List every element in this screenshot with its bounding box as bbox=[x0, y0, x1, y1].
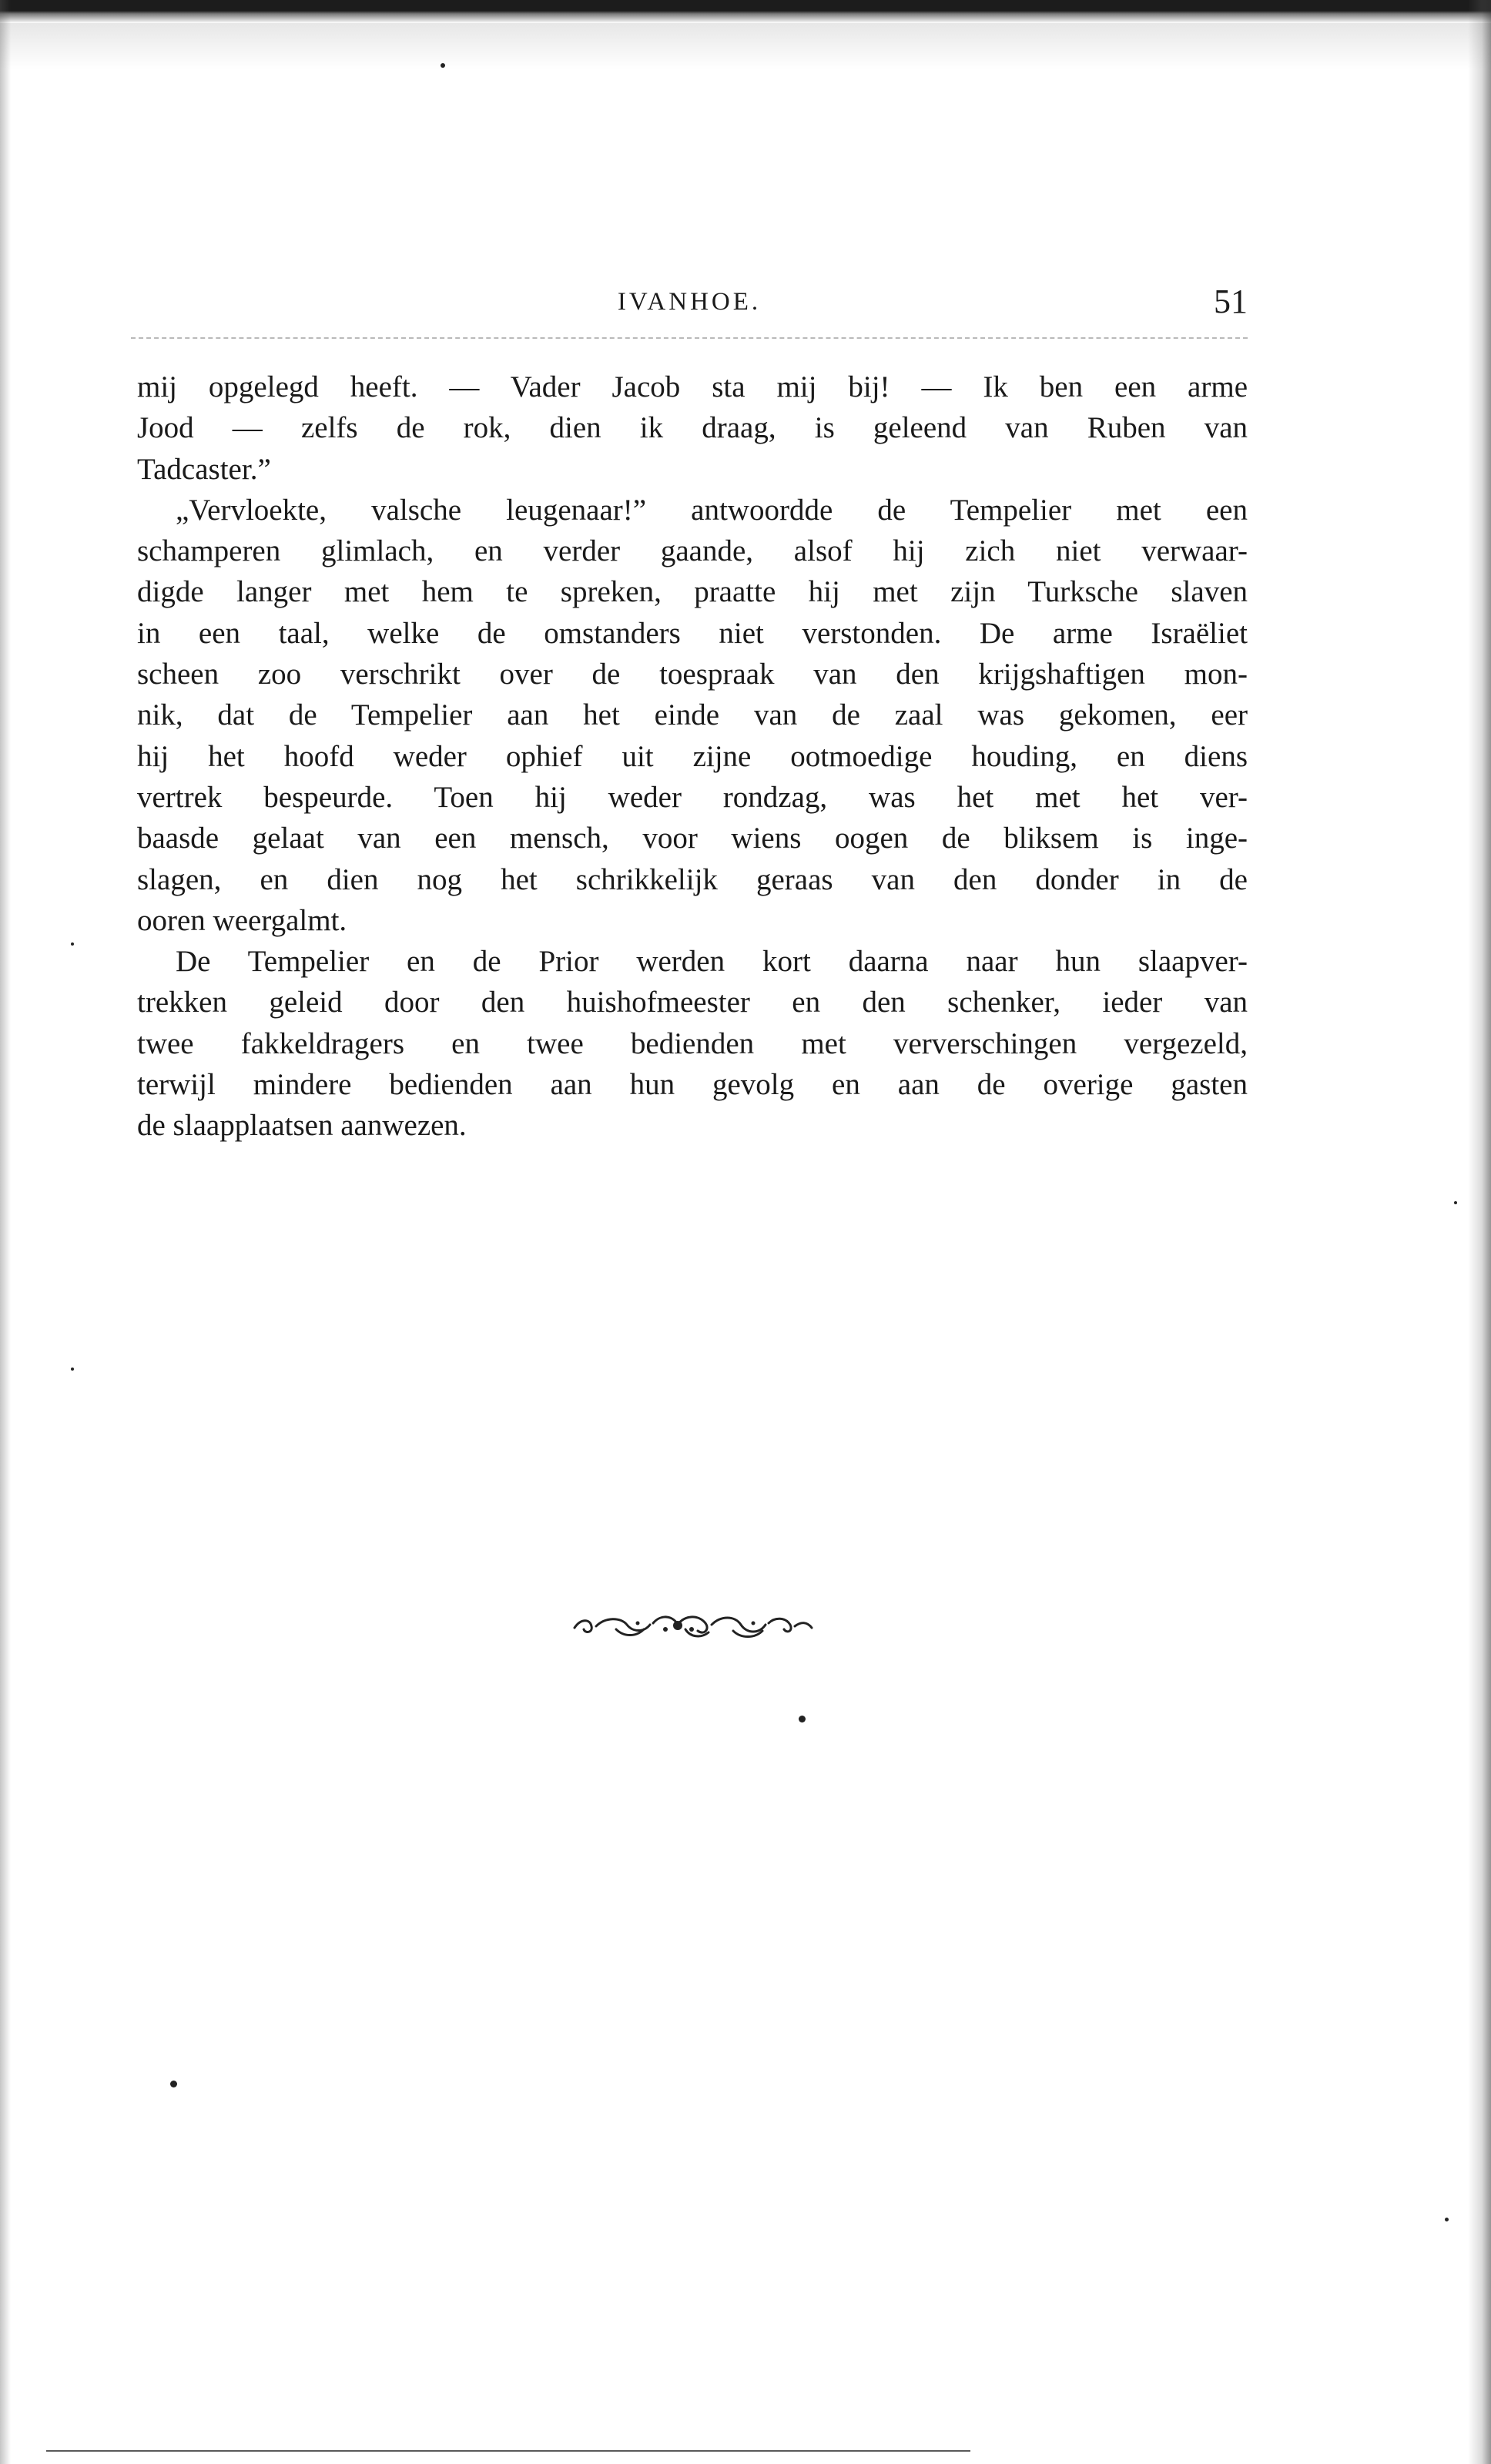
text-line: hij het hoofd weder ophief uit zijne ootmoedige houding, en diens bbox=[137, 739, 1248, 773]
text-line: digde langer met hem te spreken, praatte hij met zijn Turksche slaven bbox=[137, 575, 1248, 609]
text-line: baasde gelaat van een mensch, voor wiens oogen de bliksem is inge- bbox=[137, 822, 1248, 855]
text-line: twee fakkeldragers en twee bedienden met ververschingen vergezeld, bbox=[137, 1026, 1248, 1060]
text-line: terwijl mindere bedienden aan hun gevolg en aan de overige gasten bbox=[137, 1068, 1248, 1102]
ink-speck bbox=[1454, 1201, 1457, 1204]
scan-top-shadow bbox=[0, 23, 1491, 69]
ink-speck bbox=[71, 942, 74, 946]
text-line: nik, dat de Tempelier aan het einde van de zaal was gekomen, eer bbox=[137, 698, 1248, 732]
ink-speck bbox=[170, 2081, 177, 2087]
text-line: in een taal, welke de omstanders niet verstonden. De arme Israëliet bbox=[137, 616, 1248, 650]
ink-speck bbox=[799, 1716, 806, 1722]
text-line: trekken geleid door den huishofmeester en den schenker, ieder van bbox=[137, 986, 1248, 1019]
text-line: Jood — zelfs de rok, dien ik draag, is geleend van Ruben van bbox=[137, 411, 1248, 445]
text-line: mij opgelegd heeft. — Vader Jacob sta mij bij! — Ik ben een arme bbox=[137, 370, 1248, 403]
text-line: ooren weergalmt. bbox=[137, 903, 347, 937]
running-title: IVANHOE. bbox=[617, 288, 762, 316]
ink-speck bbox=[441, 63, 445, 68]
text-line: de slaapplaatsen aanwezen. bbox=[137, 1109, 467, 1143]
body-text bbox=[137, 367, 1248, 1147]
text-line: vertrek bespeurde. Toen hij weder rondzag, was het met het ver- bbox=[137, 780, 1248, 814]
scan-bottom-rule bbox=[46, 2450, 970, 2452]
text-line: schamperen glimlach, en verder gaande, alsof hij zich niet verwaar- bbox=[137, 534, 1248, 568]
text-line: scheen zoo verschrikt over de toespraak van den krijgshaftigen mon- bbox=[137, 658, 1248, 691]
paragraph-start-line: „Vervloekte, valsche leugenaar!” antwoordde de Tempelier met een bbox=[176, 493, 1248, 527]
text-line: slagen, en dien nog het schrikkelijk geraas van den donder in de bbox=[137, 862, 1248, 896]
running-head bbox=[131, 282, 1248, 328]
header-rule bbox=[131, 337, 1248, 339]
text-line: Tadcaster.” bbox=[137, 452, 271, 486]
paragraph-start-line: De Tempelier en de Prior werden kort daarna naar hun slaapver- bbox=[176, 945, 1248, 979]
ink-speck bbox=[1445, 2218, 1449, 2221]
scan-top-edge bbox=[0, 0, 1491, 23]
page-number: 51 bbox=[1214, 283, 1248, 320]
vignette-ornament-icon bbox=[570, 1606, 816, 1645]
ink-speck bbox=[71, 1368, 74, 1371]
scan-right-edge bbox=[1468, 0, 1491, 2464]
scan-left-edge bbox=[0, 0, 11, 2464]
